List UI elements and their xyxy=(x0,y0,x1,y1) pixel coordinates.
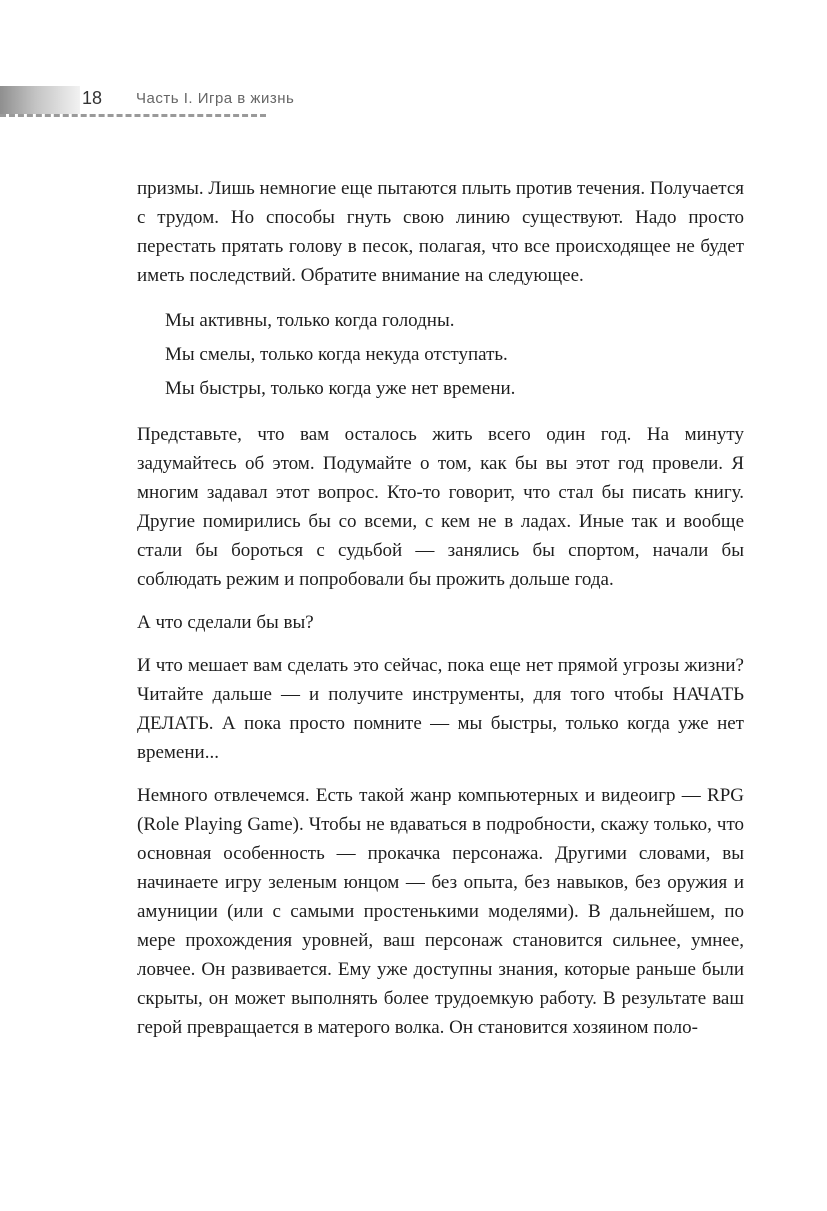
header-gradient-bar xyxy=(0,86,80,114)
page-number: 18 xyxy=(82,88,103,108)
quote-block xyxy=(165,304,744,406)
quote-line: Мы активны, только когда голодны. xyxy=(165,310,455,331)
quote-line: Мы быстры, только когда уже нет времени. xyxy=(165,378,516,399)
quote-line: Мы смелы, только когда некуда отступать. xyxy=(165,344,508,365)
paragraph: Представьте, что вам осталось жить всего один год. На минуту задумайтесь об этом. Подумайте о том, как бы вы этот год провели. Я многим задавал этот вопрос. Кто-то говорит, что стал бы писать книгу. Другие помирились бы со всеми, с кем не в ладах. Иные так и вообще стали бы бороться с судьбой — занялись бы спортом, начали бы соблюдать режим и попробовали бы прожить дольше года. xyxy=(137,424,744,590)
running-head: Часть I. Игра в жизнь xyxy=(136,90,295,107)
paragraph: А что сделали бы вы? xyxy=(137,612,314,633)
header-dashed-rule xyxy=(0,114,266,117)
page-body xyxy=(137,174,744,1042)
paragraph: призмы. Лишь немногие еще пытаются плыть против течения. Получается с трудом. Но способы гнуть свою линию существуют. Надо просто перестать прятать голову в песок, полагая, что все происходящее не будет иметь последствий. Обратите внимание на следующее. xyxy=(137,178,744,286)
paragraph: И что мешает вам сделать это сейчас, пока еще нет прямой угрозы жизни? Читайте дальше — и получите инструменты, для того чтобы НАЧАТЬ ДЕЛАТЬ. А пока просто помните — мы быстры, только когда уже нет времени... xyxy=(137,655,744,763)
paragraph: Немного отвлечемся. Есть такой жанр компьютерных и видеоигр — RPG (Role Playing Game). Чтобы не вдаваться в подробности, скажу только, что основная особенность — прокачка персонажа. Другими словами, вы начинаете игру зеленым юнцом — без опыта, без навыков, без оружия и амуниции (или с самыми простенькими моделями). В дальнейшем, по мере прохождения уровней, ваш персонаж становится сильнее, умнее, ловчее. Он развивается. Ему уже доступны знания, которые раньше были скрыты, он может выполнять более трудоемкую работу. В результате ваш герой превращается в матерого волка. Он становится хозяином поло- xyxy=(137,785,744,1038)
